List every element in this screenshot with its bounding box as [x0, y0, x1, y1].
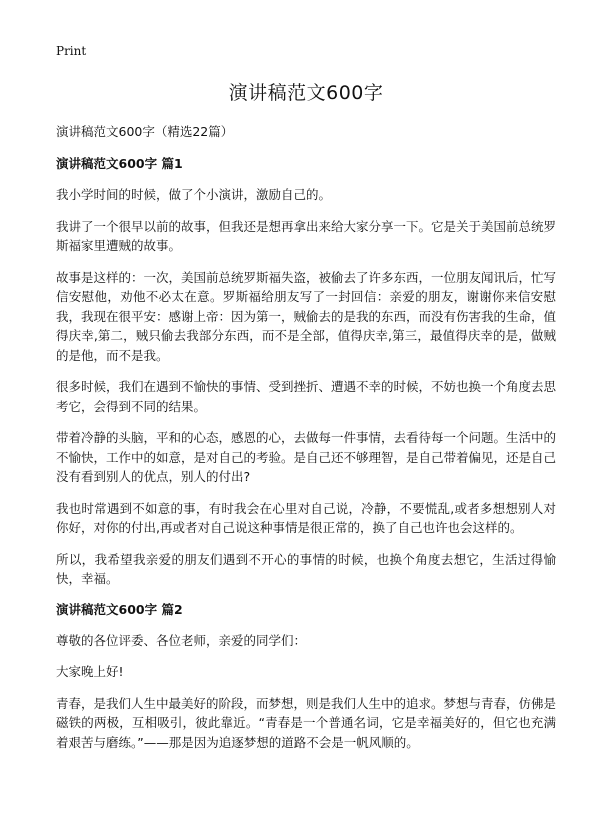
paragraph: 大家晚上好! — [56, 664, 124, 679]
paragraph: 很多时候，我们在遇到不愉快的事情、受到挫折、遭遇不幸的时候，不妨也换一个角度去思考它，会得到不同的结果。 — [56, 379, 557, 414]
section-2 — [56, 601, 556, 753]
paragraph: 尊敬的各位评委、各位老师，亲爱的同学们： — [56, 632, 307, 648]
paragraph: 故事是这样的：一次，美国前总统罗斯福失盗，被偷去了许多东西，一位朋友闻讯后，忙写信安慰他，劝他不必太在意。罗斯福给朋友写了一封回信：亲爱的朋友，谢谢你来信安慰我，我现在很平安：感谢上帝：因为第一，贼偷去的是我的东西，而没有伤害我的生命，值得庆幸,第二，贼只偷去我部分东西，而不是全部，值得庆幸,第三，最值得庆幸的是，做贼的是他，而不是我。 — [56, 269, 557, 363]
paragraph: 我讲了一个很早以前的故事，但我还是想再拿出来给大家分享一下。它是关于美国前总统罗斯福家里遭贼的故事。 — [56, 218, 557, 253]
paragraph: 我小学时间的时候，做了个小演讲，激励自己的。 — [56, 187, 332, 202]
document-title: 演讲稿范文600字 — [228, 82, 384, 104]
print-link[interactable]: Print — [56, 44, 87, 58]
section-heading: 演讲稿范文600字 篇2 — [56, 601, 183, 617]
document-subtitle: 演讲稿范文600字（精选22篇） — [56, 124, 234, 139]
paragraph: 青春，是我们人生中最美好的阶段，而梦想，则是我们人生中的追求。梦想与青春，仿佛是磁铁的两极，互相吸引，彼此靠近。“青春是一个普通名词，它是幸福美好的，但它也充满着艰苦与磨练。”——那是因为追逐梦想的道路不会是一帆风顺的。 — [56, 695, 557, 750]
paragraph: 我也时常遇到不如意的事，有时我会在心里对自己说，冷静，不要慌乱,或者多想想别人对你好，对你的付出,再或者对自己说这种事情是很正常的，换了自己也许也会这样的。 — [56, 500, 556, 535]
section-1 — [56, 155, 556, 589]
paragraph: 带着冷静的头脑，平和的心态，感恩的心，去做每一件事情，去看待每一个问题。生活中的不愉快，工作中的如意，是对自己的考验。是自己还不够理智，是自己带着偏见，还是自己没有看到别人的优点，别人的付出? — [56, 430, 557, 484]
paragraph: 所以，我希望我亲爱的朋友们遇到不开心的事情的时候，也换个角度去想它，生活过得愉快，幸福。 — [56, 551, 556, 586]
section-heading: 演讲稿范文600字 篇1 — [56, 156, 183, 171]
